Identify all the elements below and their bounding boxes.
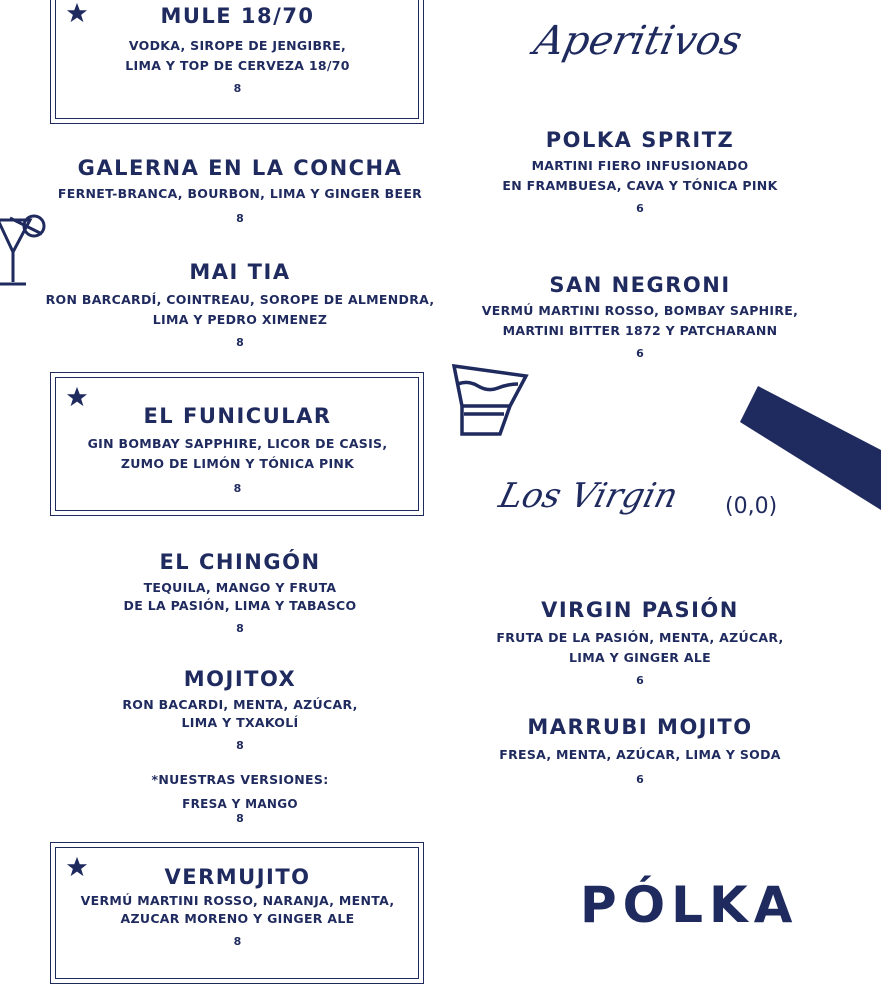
menu-item-mule: [50, 4, 425, 98]
item-name: MARRUBI MOJITO: [527, 715, 753, 739]
item-price: 6: [636, 347, 644, 360]
item-desc: EN FRAMBUESA, CAVA Y TÓNICA PINK: [502, 178, 778, 193]
item-desc: LIMA Y GINGER ALE: [569, 650, 711, 665]
menu-item-vermujito: [50, 865, 425, 951]
tumbler-glass-icon: [452, 362, 532, 442]
item-price: 8: [233, 82, 242, 95]
menu-item-marrubi: [480, 715, 800, 789]
item-price: 8: [233, 482, 242, 495]
item-name: EL CHINGÓN: [159, 550, 321, 574]
aperitivos-title: Aperitivos: [530, 18, 747, 64]
menu-item-negroni: [480, 273, 800, 363]
item-name: MOJITOX: [183, 667, 297, 691]
item-desc: RON BACARDI, MENTA, AZÚCAR,: [122, 697, 358, 712]
virgin-title: Los Virgin: [495, 476, 682, 516]
item-price: 6: [636, 674, 644, 687]
item-desc: ZUMO DE LIMÓN Y TÓNICA PINK: [120, 456, 355, 471]
item-desc: FERNET-BRANCA, BOURBON, LIMA Y GINGER BEER: [57, 186, 423, 201]
item-name: VIRGIN PASIÓN: [541, 598, 739, 622]
item-desc: FRUTA DE LA PASIÓN, MENTA, AZÚCAR,: [496, 630, 784, 645]
menu-item-chingon: [40, 550, 440, 638]
item-price: 8: [236, 622, 244, 635]
menu-item-mojitox: [40, 667, 440, 755]
menu-item-spritz: [490, 128, 790, 218]
versions-note: [40, 770, 440, 828]
item-desc: FRESA, MENTA, AZÚCAR, LIMA Y SODA: [499, 747, 781, 762]
virgin-suffix: (0,0): [725, 494, 778, 519]
item-desc: DE LA PASIÓN, LIMA Y TABASCO: [123, 598, 357, 613]
item-name: SAN NEGRONI: [549, 273, 731, 297]
versions-text: FRESA Y MANGO: [182, 797, 298, 811]
item-name: VERMUJITO: [164, 865, 311, 889]
item-name: MULE 18/70: [160, 4, 315, 28]
item-desc: RON BARCARDÍ, COINTREAU, SOROPE DE ALMENDRA,: [45, 292, 435, 307]
item-name: POLKA SPRITZ: [545, 128, 735, 152]
item-desc: GIN BOMBAY SAPPHIRE, LICOR DE CASIS,: [87, 436, 388, 451]
item-price: 8: [236, 212, 244, 225]
item-price: 6: [636, 202, 644, 215]
versions-price: 8: [236, 812, 244, 825]
item-price: 8: [236, 739, 244, 752]
menu-item-funicular: [50, 404, 425, 498]
item-name: GALERNA EN LA CONCHA: [77, 156, 403, 180]
item-desc: VODKA, SIROPE DE JENGIBRE,: [128, 38, 347, 53]
item-desc: MARTINI FIERO INFUSIONADO: [531, 158, 749, 173]
item-desc: VERMÚ MARTINI ROSSO, NARANJA, MENTA,: [80, 893, 395, 908]
item-price: 6: [636, 773, 644, 786]
item-name: MAI TIA: [189, 260, 291, 284]
item-price: 8: [236, 336, 244, 349]
item-price: 8: [233, 935, 242, 948]
polka-logo: PÓLKA: [580, 876, 799, 934]
item-desc: LIMA Y TXAKOLÍ: [181, 715, 299, 730]
item-desc: TEQUILA, MANGO Y FRUTA: [143, 580, 337, 595]
versions-title: *NUESTRAS VERSIONES:: [151, 772, 329, 787]
menu-item-pasion: [480, 598, 800, 690]
item-desc: AZUCAR MORENO Y GINGER ALE: [120, 911, 355, 926]
item-desc: LIMA Y PEDRO XIMENEZ: [152, 312, 328, 327]
item-name: EL FUNICULAR: [143, 404, 332, 428]
item-desc: VERMÚ MARTINI ROSSO, BOMBAY SAPHIRE,: [481, 303, 799, 318]
item-desc: LIMA Y TOP DE CERVEZA 18/70: [125, 58, 350, 73]
menu-item-galerna: [40, 156, 440, 228]
item-desc: MARTINI BITTER 1872 Y PATCHARANN: [502, 323, 778, 338]
menu-item-maitia: [40, 260, 440, 352]
